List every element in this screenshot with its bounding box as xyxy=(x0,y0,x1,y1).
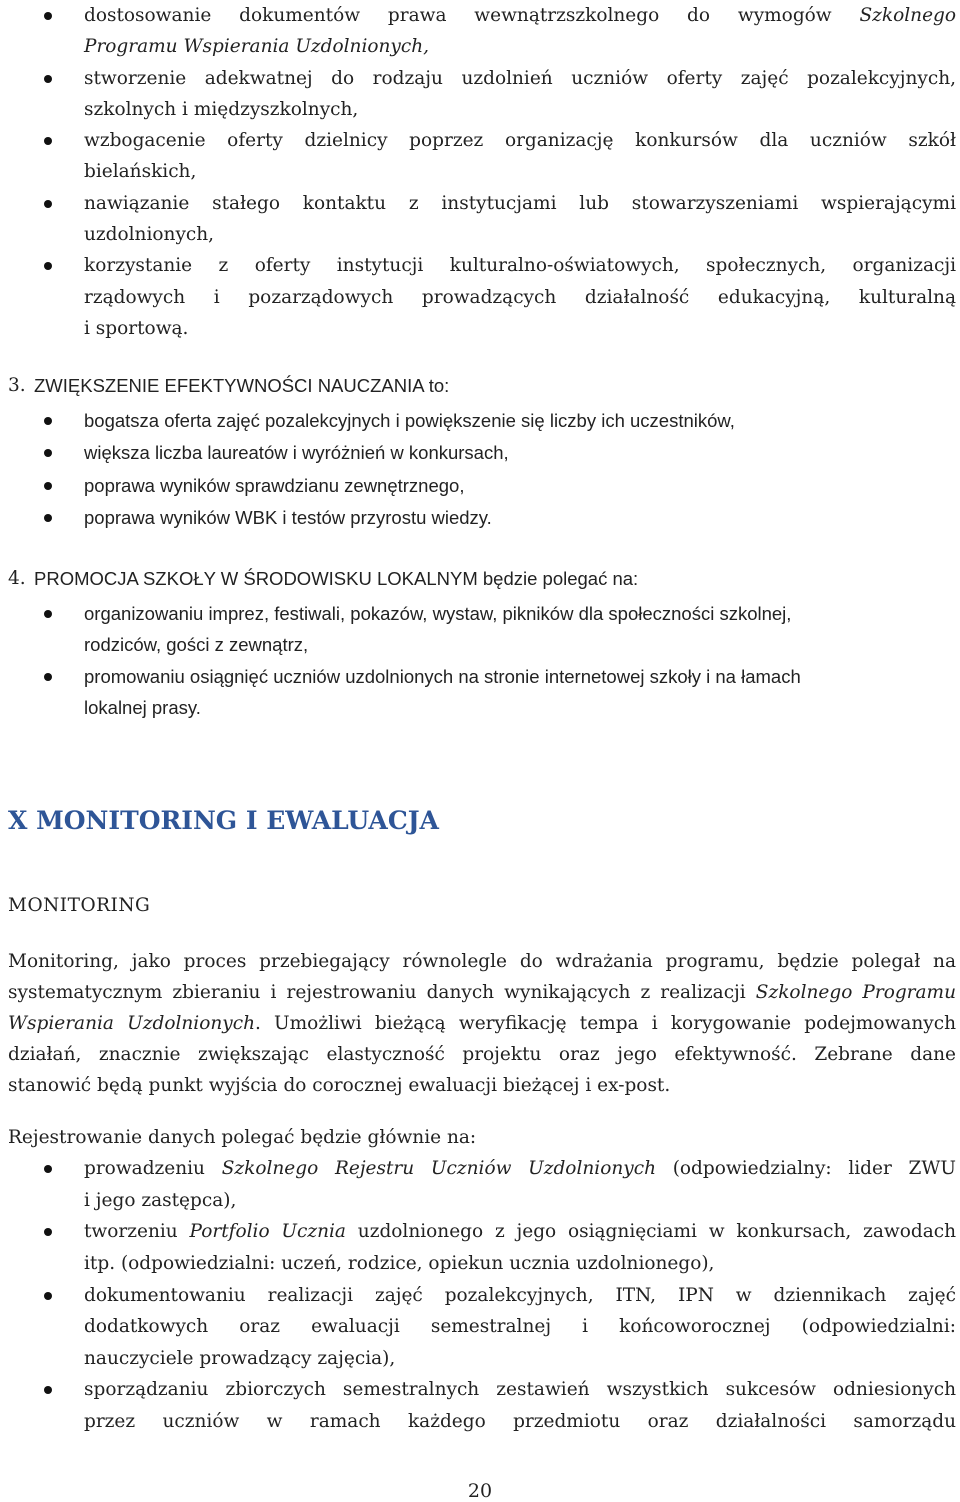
text-segment: uzdolnionego z jego osiągnięciami w konkursach, zawodach xyxy=(345,1221,957,1242)
italic-text: Szkolnego xyxy=(859,5,956,26)
text-segment: stworzenie adekwatnej do rodzaju uzdolnień uczniów oferty zajęć pozalekcyjnych, xyxy=(84,68,956,89)
text-segment: wzbogacenie oferty dzielnicy poprzez organizację konkursów dla uczniów szkół xyxy=(84,130,956,151)
page-number: 20 xyxy=(467,1480,493,1502)
text-line xyxy=(8,1039,956,1070)
text-segment: stanowić będą punkt wyjścia do corocznej ewaluacji bieżącej i ex-post. xyxy=(8,1075,671,1096)
bullet-icon xyxy=(44,417,52,425)
text-line: lokalnej prasy. xyxy=(84,697,201,718)
text-segment: systematycznym zbieraniu i rejestrowaniu danych wynikających z realizacji xyxy=(8,982,756,1003)
text-line: poprawa wyników WBK i testów przyrostu wiedzy. xyxy=(84,507,492,528)
text-line xyxy=(84,250,956,281)
text-line xyxy=(84,282,956,313)
bullet-icon xyxy=(44,1292,52,1300)
text-line xyxy=(84,1343,956,1374)
text-line xyxy=(8,946,956,977)
text-line xyxy=(84,1374,956,1405)
text-line: promowaniu osiągnięć uczniów uzdolnionych na stronie internetowej szkoły i na łamach xyxy=(84,666,801,687)
bullet-icon xyxy=(44,75,52,83)
text-line: większa liczba laureatów i wyróżnień w konkursach, xyxy=(84,442,509,463)
text-line: bogatsza oferta zajęć pozalekcyjnych i powiększenie się liczby ich uczestników, xyxy=(84,410,735,431)
text-segment: sporządzaniu zbiorczych semestralnych zestawień wszystkich sukcesów odniesionych xyxy=(84,1379,956,1400)
text-line: rodziców, gości z zewnątrz, xyxy=(84,634,309,655)
text-segment: prowadzeniu xyxy=(84,1158,222,1179)
section-3-title: ZWIĘKSZENIE EFEKTYWNOŚCI NAUCZANIA to: xyxy=(34,375,450,396)
text-line xyxy=(84,219,956,250)
italic-text: Szkolnego Programu xyxy=(755,982,957,1003)
text-line xyxy=(84,313,956,344)
bullet-icon xyxy=(44,262,52,270)
text-line xyxy=(84,1311,956,1342)
bullet-icon xyxy=(44,12,52,20)
text-segment: Monitoring, jako proces przebiegający równolegle do wdrażania programu, będzie polegał na xyxy=(8,951,956,972)
bullet-icon xyxy=(44,610,52,618)
text-line xyxy=(8,977,956,1008)
text-line xyxy=(84,1216,956,1247)
bullet-icon xyxy=(44,1228,52,1236)
text-line xyxy=(84,63,956,94)
text-line: poprawa wyników sprawdzianu zewnętrznego, xyxy=(84,475,465,496)
section-4-number: 4. xyxy=(8,568,26,589)
text-line xyxy=(84,0,956,31)
text-segment: dokumentowaniu realizacji zajęć pozalekcyjnych, ITN, IPN w dziennikach zajęć xyxy=(84,1285,956,1306)
bullet-icon xyxy=(44,1165,52,1173)
text-segment: dostosowanie dokumentów prawa wewnątrzszkolnego do wymogów xyxy=(84,5,860,26)
text-segment: dodatkowych oraz ewaluacji semestralnej i końcoworocznej (odpowiedzialni: xyxy=(84,1316,956,1337)
text-segment: i sportową. xyxy=(84,318,189,339)
text-line xyxy=(84,1406,956,1437)
bullet-icon xyxy=(44,673,52,681)
text-segment: rządowych i pozarządowych prowadzących działalność edukacyjną, kulturalną xyxy=(84,287,956,308)
text-line xyxy=(84,188,956,219)
text-segment: i jego zastępca), xyxy=(84,1190,237,1211)
italic-text: Szkolnego Rejestru Uczniów Uzdolnionych xyxy=(221,1158,656,1179)
text-segment: szkolnych i międzyszkolnych, xyxy=(84,99,359,120)
text-segment: przez uczniów w ramach każdego przedmiotu oraz działalności samorządu xyxy=(84,1411,956,1432)
text-line xyxy=(84,1248,956,1279)
text-segment: (odpowiedzialny: lider ZWU xyxy=(655,1158,956,1179)
text-segment: bielańskich, xyxy=(84,161,197,182)
italic-text: Portfolio Ucznia xyxy=(189,1221,346,1242)
text-line xyxy=(84,1280,956,1311)
text-segment: korzystanie z oferty instytucji kulturalno-oświatowych, społecznych, organizacji xyxy=(84,255,956,276)
text-segment: tworzeniu xyxy=(84,1221,190,1242)
register-intro: Rejestrowanie danych polegać będzie głównie na: xyxy=(8,1127,477,1148)
italic-text: Programu Wspierania Uzdolnionych, xyxy=(84,36,430,57)
text-segment: . Umożliwi bieżącą weryfikację tempa i korygowanie podejmowanych xyxy=(254,1013,956,1034)
bullet-icon xyxy=(44,200,52,208)
section-3-number: 3. xyxy=(8,375,26,396)
italic-text: Wspierania Uzdolnionych xyxy=(8,1013,255,1034)
text-segment: itp. (odpowiedzialni: uczeń, rodzice, opiekun ucznia uzdolnionego), xyxy=(84,1253,715,1274)
text-line: organizowaniu imprez, festiwali, pokazów, wystaw, pikników dla społeczności szkolnej, xyxy=(84,603,792,624)
text-line xyxy=(8,1008,956,1039)
text-line xyxy=(84,31,956,62)
text-line xyxy=(84,156,956,187)
text-segment: nauczyciele prowadzący zajęcia), xyxy=(84,1348,396,1369)
text-line xyxy=(84,125,956,156)
bullet-icon xyxy=(44,1386,52,1394)
text-line xyxy=(84,1185,956,1216)
text-segment: działań, znacznie zwiększając elastyczność projektu oraz jego efektywność. Zebrane dane xyxy=(8,1044,956,1065)
text-segment: nawiązanie stałego kontaktu z instytucjami lub stowarzyszeniami wspierającymi xyxy=(84,193,956,214)
bullet-icon xyxy=(44,449,52,457)
bullet-icon xyxy=(44,137,52,145)
bullet-icon xyxy=(44,514,52,522)
section-4-title: PROMOCJA SZKOŁY W ŚRODOWISKU LOKALNYM będzie polegać na: xyxy=(34,568,639,589)
monitoring-subheading: MONITORING xyxy=(8,895,151,916)
bullet-icon xyxy=(44,482,52,490)
chapter-heading: X MONITORING I EWALUACJA xyxy=(8,806,439,835)
text-line xyxy=(8,1070,956,1101)
text-segment: uzdolnionych, xyxy=(84,224,215,245)
text-line xyxy=(84,1153,956,1184)
text-line xyxy=(84,94,956,125)
